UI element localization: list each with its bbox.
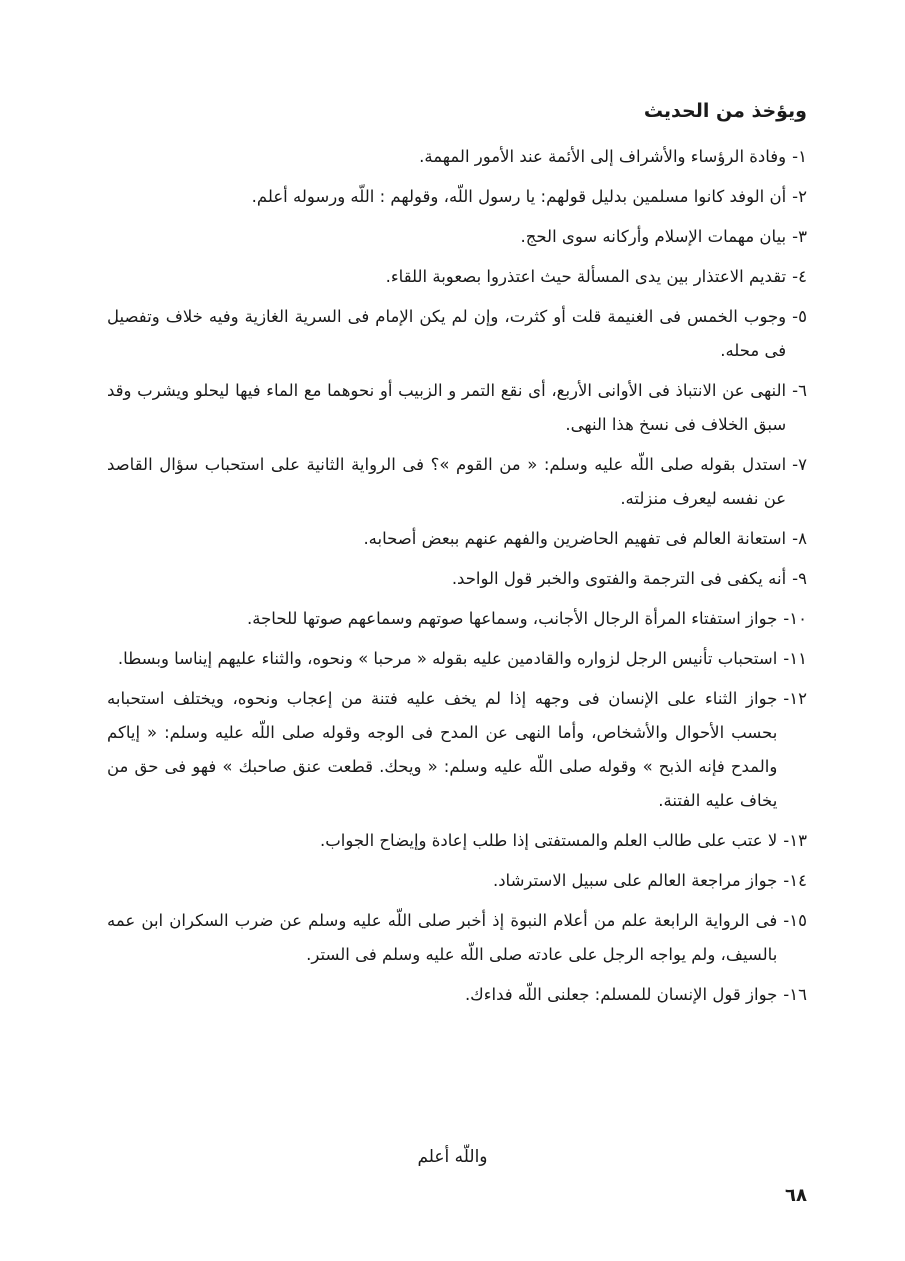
list-item-number: ٨- (792, 529, 807, 548)
list-item (107, 220, 807, 254)
list-item-number: ١٣- (783, 831, 807, 850)
list-item (107, 522, 807, 556)
list-item (107, 448, 807, 516)
list-item (107, 260, 807, 294)
list-item (107, 374, 807, 442)
list-item-text: جواز مراجعة العالم على سبيل الاسترشاد. (492, 871, 778, 890)
list-item-number: ٧- (792, 455, 807, 474)
list-item (107, 602, 807, 636)
list-item-text: لا عتب على طالب العلم والمستفتى إذا طلب إعادة وإيضاح الجواب. (320, 831, 778, 850)
list-item-text: أنه يكفى فى الترجمة والفتوى والخبر قول الواحد. (451, 569, 787, 588)
list-item-number: ١٥- (783, 911, 807, 930)
list-item-text: أن الوفد كانوا مسلمين بدليل قولهم: يا رسول اللّه، وقولهم : اللّه ورسوله أعلم. (251, 187, 787, 206)
list-item-text: استحباب تأنيس الرجل لزواره والقادمين عليه بقوله « مرحبا » ونحوه، والثناء عليهم إيناسا وبسطا. (117, 649, 778, 668)
list-item-text: جواز استفتاء المرأة الرجال الأجانب، وسماعها صوتهم وسماعهم صوتها للحاجة. (247, 609, 778, 628)
list-item (107, 978, 807, 1012)
list-item (107, 682, 807, 818)
closing-phrase: واللّه أعلم (417, 1147, 488, 1167)
list-item-number: ٢- (792, 187, 807, 206)
list-item-text: النهى عن الانتباذ فى الأوانى الأربع، أى نقع التمر و الزبيب أو نحوهما مع الماء فيها ليحلو ويشرب وقد سبق الخلاف فى نسخ هذا النهى. (107, 381, 787, 434)
list-item (107, 864, 807, 898)
list-item-text: جواز قول الإنسان للمسلم: جعلنى اللّه فداءك. (464, 985, 778, 1004)
list-item-text: تقديم الاعتذار بين يدى المسألة حيث اعتذروا بصعوبة اللقاء. (385, 267, 787, 286)
list-item (107, 180, 807, 214)
list-item (107, 824, 807, 858)
list-item-number: ١- (792, 147, 807, 166)
list-item-text: وجوب الخمس فى الغنيمة قلت أو كثرت، وإن لم يكن الإمام فى السرية الغازية وفيه خلاف وتفصيل فى محله. (107, 307, 787, 360)
list-item-number: ١٢- (783, 689, 807, 708)
page-number: ٦٨ (785, 1185, 807, 1206)
list-item (107, 904, 807, 972)
lessons-list (107, 140, 807, 1018)
list-item (107, 140, 807, 174)
list-item-text: بيان مهمات الإسلام وأركانه سوى الحج. (520, 227, 787, 246)
list-item-number: ١١- (783, 649, 807, 668)
list-item (107, 562, 807, 596)
list-item-number: ١٤- (783, 871, 807, 890)
list-item-text: وفادة الرؤساء والأشراف إلى الأئمة عند الأمور المهمة. (419, 147, 787, 166)
list-item-number: ٣- (792, 227, 807, 246)
list-item-text: فى الرواية الرابعة علم من أعلام النبوة إذ أخبر صلى اللّه عليه وسلم عن ضرب السكران ابن عمه بالسيف، ولم يواجه الرجل على عادته صلى اللّه عليه وسلم فى الستر. (107, 911, 778, 964)
list-item-number: ٤- (792, 267, 807, 286)
list-item-text: استعانة العالم فى تفهيم الحاضرين والفهم عنهم ببعض أصحابه. (363, 529, 787, 548)
list-item-text: استدل بقوله صلى اللّه عليه وسلم: « من القوم »؟ فى الرواية الثانية على استحباب سؤال القاصد عن نفسه ليعرف منزلته. (107, 455, 787, 508)
list-item-number: ١٠- (783, 609, 807, 628)
list-item-number: ٥- (792, 307, 807, 326)
list-item-text: جواز الثناء على الإنسان فى وجهه إذا لم يخف عليه فتنة من إعجاب ونحوه، ويختلف استحبابه بحسب الأحوال والأشخاص، وأما النهى عن المدح فى الوجه وقوله صلى اللّه عليه وسلم: « إياكم والمدح فإنه الذبح » وقوله صلى اللّه عليه وسلم: « ويحك. قطعت عنق صاحبك » فهو فى حق من يخاف عليه الفتنة. (107, 689, 778, 810)
list-item-number: ٦- (792, 381, 807, 400)
list-item-number: ٩- (792, 569, 807, 588)
list-item-number: ١٦- (783, 985, 807, 1004)
section-heading: ويؤخذ من الحديث (643, 100, 807, 122)
list-item (107, 300, 807, 368)
list-item (107, 642, 807, 676)
